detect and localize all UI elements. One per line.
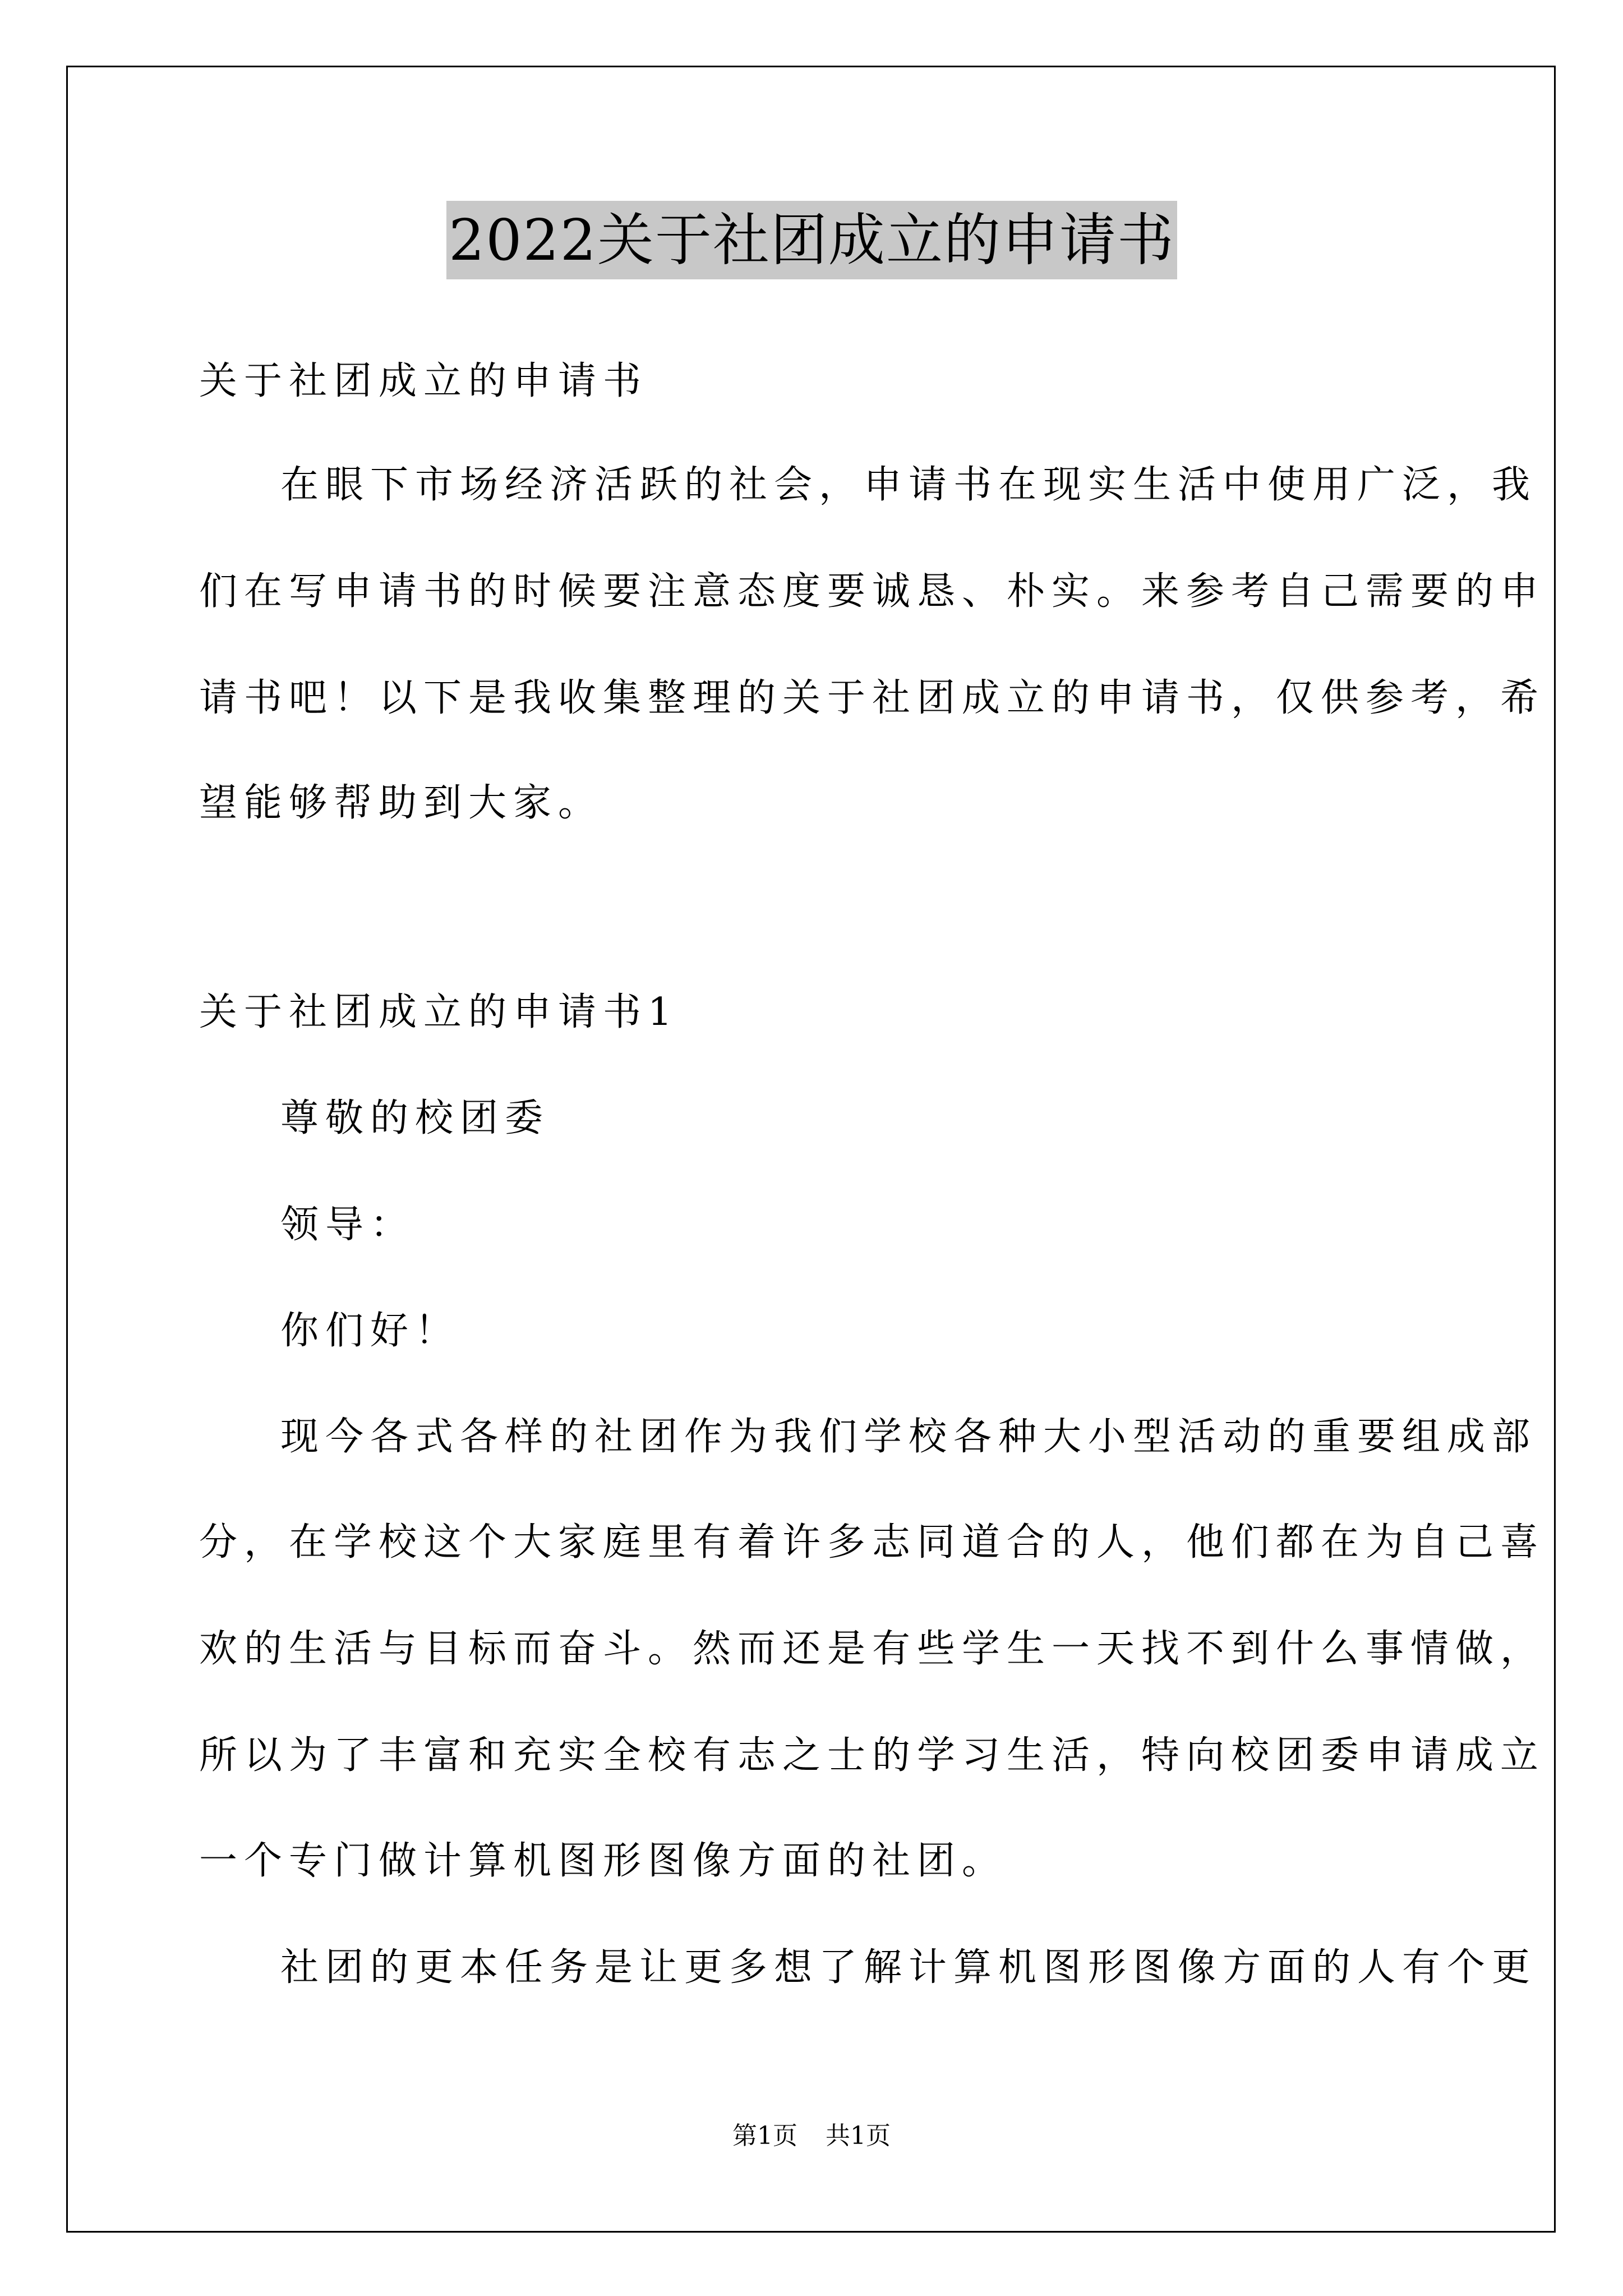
page-number: 第1页 bbox=[732, 2122, 797, 2150]
body-line: 社团的更本任务是让更多想了解计算机图形图像方面的人有个更 bbox=[280, 1945, 1537, 1990]
intro-line: 望能够帮助到大家。 bbox=[199, 781, 603, 825]
document-subtitle: 关于社团成立的申请书 bbox=[199, 359, 648, 403]
greeting: 你们好！ bbox=[280, 1309, 460, 1353]
intro-line: 们在写申请书的时候要注意态度要诚恳、朴实。来参考自己需要的申 bbox=[199, 569, 1546, 614]
body-line: 一个专门做计算机图形图像方面的社团。 bbox=[199, 1839, 1007, 1883]
body-line: 所以为了丰富和充实全校有志之士的学习生活，特向校团委申请成立 bbox=[199, 1733, 1546, 1778]
document-title: 2022关于社团成立的申请书 bbox=[446, 201, 1177, 279]
section-heading: 关于社团成立的申请书1 bbox=[199, 990, 679, 1034]
intro-line: 在眼下市场经济活跃的社会，申请书在现实生活中使用广泛，我 bbox=[280, 463, 1537, 507]
page-footer bbox=[0, 2119, 1623, 2153]
page-total: 共1页 bbox=[826, 2122, 891, 2150]
salutation-title: 领导： bbox=[280, 1203, 416, 1247]
body-line: 欢的生活与目标而奋斗。然而还是有些学生一天找不到什么事情做， bbox=[199, 1627, 1546, 1671]
salutation: 尊敬的校团委 bbox=[280, 1096, 550, 1140]
intro-line: 请书吧！以下是我收集整理的关于社团成立的申请书，仅供参考，希 bbox=[199, 676, 1546, 720]
body-line: 分，在学校这个大家庭里有着许多志同道合的人，他们都在为自己喜 bbox=[199, 1520, 1546, 1565]
body-line: 现今各式各样的社团作为我们学校各种大小型活动的重要组成部 bbox=[280, 1415, 1537, 1459]
